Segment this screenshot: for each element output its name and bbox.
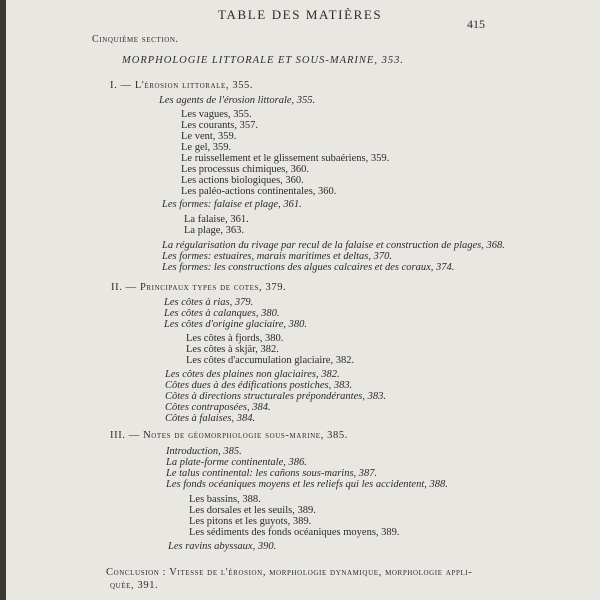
toc-group-heading: Les agents de l'érosion littorale, 355. <box>159 95 316 106</box>
toc-entry: Les pitons et les guyots, 389. <box>189 516 312 527</box>
toc-entry: Les vagues, 355. <box>181 109 252 120</box>
toc-entry: Le gel, 359. <box>181 142 232 153</box>
section-title: MORPHOLOGIE LITTORALE ET SOUS-MARINE, 353. <box>122 55 404 66</box>
toc-entry: Les actions biologiques, 360. <box>181 175 304 186</box>
toc-group-heading: Les côtes d'origine glaciaire, 380. <box>164 319 308 330</box>
toc-entry: Les côtes à fjords, 380. <box>186 333 284 344</box>
chapter-3-title: III. — Notes de géomorphologie sous-marine, 385. <box>110 430 348 441</box>
toc-group-heading: Les formes: falaise et plage, 361. <box>162 199 302 210</box>
toc-group-heading: Le talus continental: les cañons sous-marins, 387. <box>166 468 378 479</box>
toc-entry: Les bassins, 388. <box>189 494 261 505</box>
toc-group-heading: Les côtes à rias, 379. <box>164 297 254 308</box>
toc-group-heading: La plate-forme continentale, 386. <box>166 457 307 468</box>
conclusion-line: Conclusion : Vitesse de l'érosion, morphologie dynamique, morphologie appli- <box>106 567 473 578</box>
chapter-2-title: II. — Principaux types de cotes, 379. <box>111 282 287 293</box>
toc-group-heading: Introduction, 385. <box>166 446 242 457</box>
toc-entry: Les côtes d'accumulation glaciaire, 382. <box>186 355 355 366</box>
chapter-1-title: I. — L'érosion littorale, 355. <box>110 80 254 91</box>
toc-group-heading: Les formes: estuaires, marais maritimes et deltas, 370. <box>162 251 393 262</box>
page-header-title: TABLE DES MATIÈRES <box>218 7 383 22</box>
toc-entry: Les sédiments des fonds océaniques moyens, 389. <box>189 527 400 538</box>
toc-entry: La falaise, 361. <box>184 214 249 225</box>
toc-group-heading: La régularisation du rivage par recul de la falaise et construction de plages, 368. <box>162 240 505 251</box>
book-page <box>6 0 600 600</box>
toc-group-heading: Les fonds océaniques moyens et les reliefs qui les accidentent, 388. <box>166 479 448 490</box>
section-label: Cinquième section. <box>92 34 179 45</box>
toc-group-heading: Côtes contraposées, 384. <box>165 402 271 413</box>
toc-group-heading: Les côtes des plaines non glaciaires, 382. <box>165 369 340 380</box>
toc-entry: Les dorsales et les seuils, 389. <box>189 505 316 516</box>
toc-entry: Les processus chimiques, 360. <box>181 164 310 175</box>
toc-entry: Les courants, 357. <box>181 120 258 131</box>
toc-entry: Les paléo-actions continentales, 360. <box>181 186 337 197</box>
toc-entry: Les côtes à skjär, 382. <box>186 344 279 355</box>
toc-entry: Le ruissellement et le glissement subaériens, 359. <box>181 153 390 164</box>
page-number: 415 <box>467 17 485 31</box>
toc-group-heading: Côtes dues à des édifications postiches, 383. <box>165 380 353 391</box>
toc-group-heading: Les côtes à calanques, 380. <box>164 308 280 319</box>
toc-group-heading: Côtes à directions structurales prépondérantes, 383. <box>165 391 386 402</box>
toc-group-heading: Les formes: les constructions des algues calcaires et des coraux, 374. <box>162 262 455 273</box>
toc-entry: Le vent, 359. <box>181 131 237 142</box>
conclusion-line: quée, 391. <box>110 580 159 591</box>
toc-entry: La plage, 363. <box>184 225 245 236</box>
toc-group-heading: Les ravins abyssaux, 390. <box>168 541 277 552</box>
toc-group-heading: Côtes à falaises, 384. <box>165 413 256 424</box>
